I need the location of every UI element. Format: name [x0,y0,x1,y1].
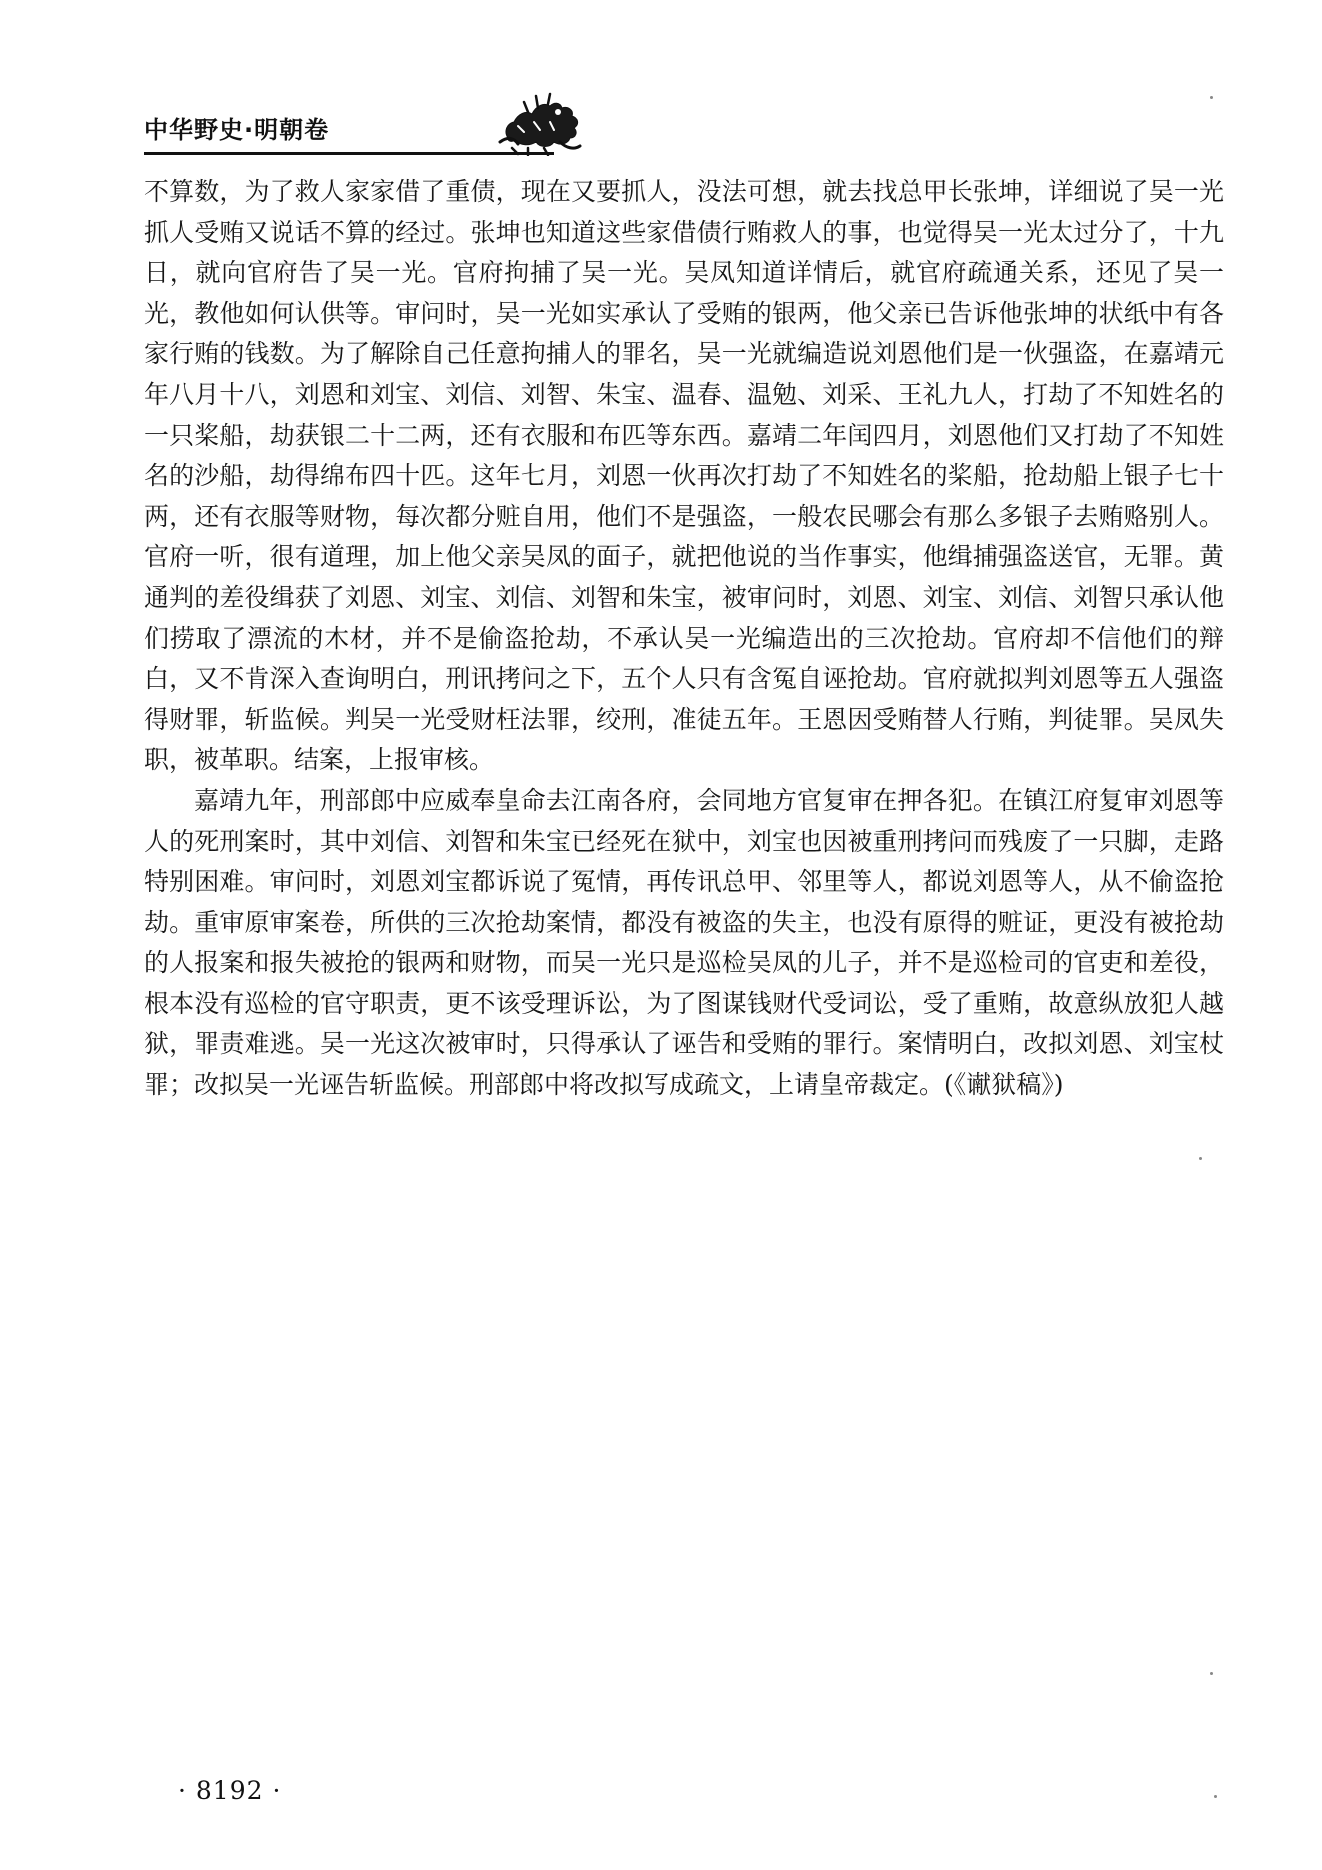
dragon-emblem-icon [494,92,584,156]
page-number: · 8192 · [178,1776,282,1805]
body-text [144,172,1224,1106]
scan-speck [1199,1157,1202,1160]
paragraph: 嘉靖九年，刑部郎中应威奉皇命去江南各府，会同地方官复审在押各犯。在镇江府复审刘恩等人的死刑案时，其中刘信、刘智和朱宝已经死在狱中，刘宝也因被重刑拷问而残废了一只脚，走路特别困难。审问时，刘恩刘宝都诉说了冤情，再传讯总甲、邻里等人，都说刘恩等人，从不偷盗抢劫。重审原审案卷，所供的三次抢劫案情，都没有被盗的失主，也没有原得的赃证，更没有被抢劫的人报案和报失被抢的银两和财物，而吴一光只是巡检吴凤的儿子，并不是巡检司的官吏和差役，根本没有巡检的官守职责，更不该受理诉讼，为了图谋钱财代受词讼，受了重贿，故意纵放犯人越狱，罪责难逃。吴一光这次被审时，只得承认了诬告和受贿的罪行。案情明白，改拟刘恩、刘宝杖罪；改拟吴一光诬告斩监候。刑部郎中将改拟写成疏文，上请皇帝裁定。(《谳狱稿》) [144,785,1224,1100]
paragraph: 不算数，为了救人家家借了重债，现在又要抓人，没法可想，就去找总甲长张坤，详细说了吴一光抓人受贿又说话不算的经过。张坤也知道这些家借债行贿救人的事，也觉得吴一光太过分了，十九日，就向官府告了吴一光。官府拘捕了吴一光。吴凤知道详情后，就官府疏通关系，还见了吴一光，教他如何认供等。审问时，吴一光如实承认了受贿的银两，他父亲已告诉他张坤的状纸中有各家行贿的钱数。为了解除自己任意拘捕人的罪名，吴一光就编造说刘恩他们是一伙强盗，在嘉靖元年八月十八，刘恩和刘宝、刘信、刘智、朱宝、温春、温勉、刘采、王礼九人，打劫了不知姓名的一只桨船，劫获银二十二两，还有衣服和布匹等东西。嘉靖二年闰四月，刘恩他们又打劫了不知姓名的沙船，劫得绵布四十匹。这年七月，刘恩一伙再次打劫了不知姓名的桨船，抢劫船上银子七十两，还有衣服等财物，每次都分赃自用，他们不是强盗，一般农民哪会有那么多银子去贿赂别人。官府一听，很有道理，加上他父亲吴凤的面子，就把他说的当作事实，他缉捕强盗送官，无罪。黄通判的差役缉获了刘恩、刘宝、刘信、刘智和朱宝，被审问时，刘恩、刘宝、刘信、刘智只承认他们捞取了漂流的木材，并不是偷盗抢劫，不承认吴一光编造出的三次抢劫。官府却不信他们的辩白，又不肯深入查询明白，刑讯拷问之下，五个人只有含冤自诬抢劫。官府就拟判刘恩等五人强盗得财罪，斩监候。判吴一光受财枉法罪，绞刑，准徒五年。王恩因受贿替人行贿，判徒罪。吴凤失职，被革职。结案，上报审核。 [144,177,1224,775]
scan-speck [1214,1795,1217,1798]
running-header [144,96,644,156]
scan-speck [1210,1672,1213,1675]
header-rule [144,152,554,155]
scan-speck [1210,96,1213,99]
book-title: 中华野史·明朝卷 [144,116,330,144]
